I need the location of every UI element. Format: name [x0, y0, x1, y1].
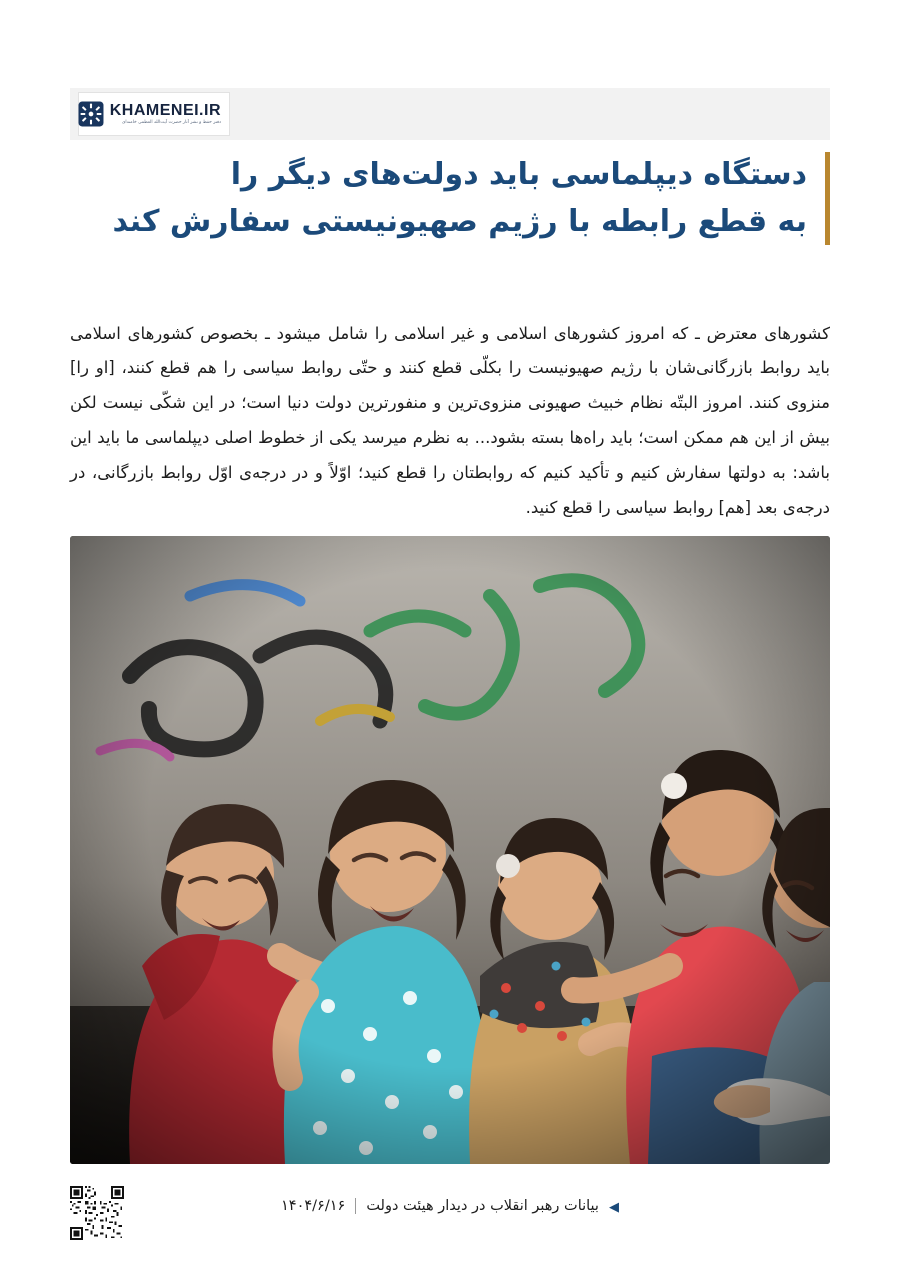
- quote-paragraph: کشورهای معترض ـ که امروز کشورهای اسلامی و غیر اسلامی را شامل میشود ـ بخصوص کشورهای اسلامی باید روابط بازرگانی‌شان با رژیم صهیونیست را بکلّی قطع کنند و حتّی روابط سیاسی را هم قطع کنند، [او را] منزوی کنند. امروز البتّه نظام خبیث صهیونی منزوی‌ترین و منفورترین دولت دنیا است؛ در این شکّی نیست لکن بیش از این هم ممکن است؛ باید راه‌ها بسته بشود... به نظرم میرسد یکی از خطوط اصلی دیپلماسی ما باید این باشد: به دولتها سفارش کنیم و تأکید کنیم که روابطتان را قطع کنید؛ اوّلاً و در درجه‌ی اوّل روابط بازرگانی، در درجه‌ی بعد [هم] روابط سیاسی را قطع کنید.: [70, 323, 830, 518]
- brand-logo-text-wrap: [110, 103, 221, 126]
- brand-logo-subtitle: دفتر حفظ و نشر آثار حضرت آیت‌الله العظمی خامنه‌ای: [121, 120, 221, 126]
- page-title: [70, 152, 830, 245]
- footer-caption: بیانات رهبر انقلاب در دیدار هیئت دولت: [366, 1198, 599, 1214]
- brand-logo-text: KHAMENEI.IR: [109, 101, 221, 119]
- khamenei-logo-icon: [78, 101, 104, 127]
- footer-separator: [355, 1198, 356, 1214]
- footer: [70, 1198, 830, 1214]
- page-title-line-2: به قطع رابطه با رژیم صهیونیستی سفارش کند: [112, 203, 807, 239]
- page-title-line-1: دستگاه دیپلماسی باید دولت‌های دیگر را: [230, 157, 807, 192]
- children-crying-photo: [70, 536, 830, 1164]
- quote-body: [70, 300, 830, 543]
- arrow-icon: ◀: [608, 1199, 619, 1215]
- brand-logo[interactable]: [78, 92, 230, 136]
- footer-date: ۱۴۰۴/۶/۱۶: [281, 1198, 346, 1214]
